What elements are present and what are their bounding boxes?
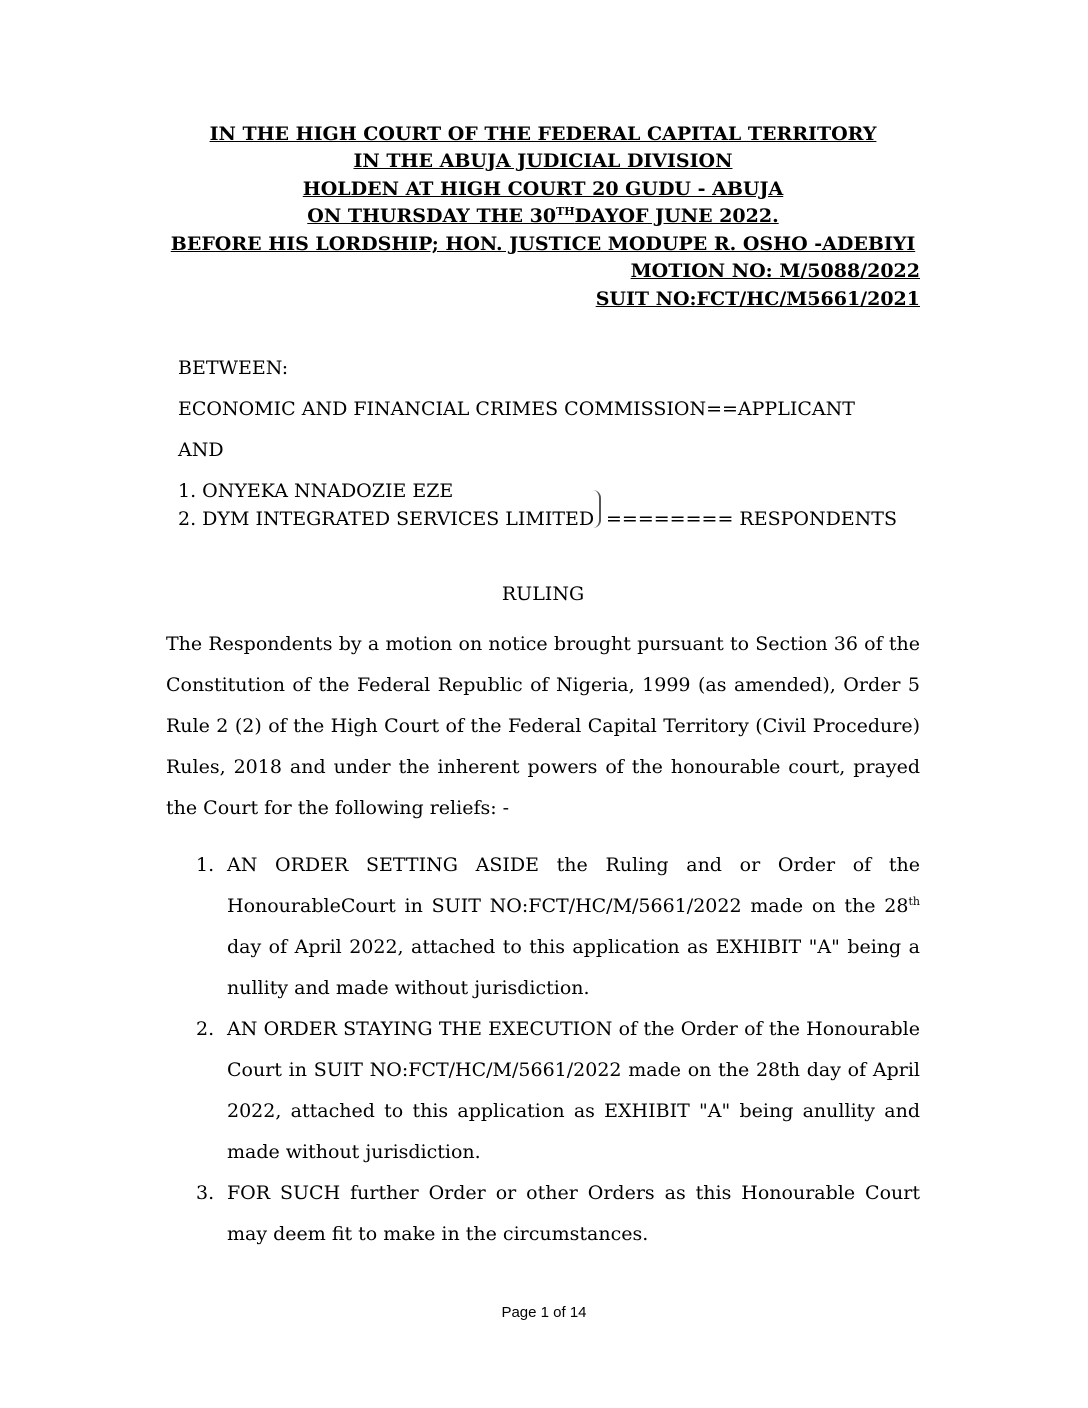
relief-number: 2.	[196, 1018, 215, 1040]
court-location: HOLDEN AT HIGH COURT 20 GUDU - ABUJA	[302, 178, 784, 200]
relief-number: 1.	[196, 854, 215, 876]
relief-item: 2. AN ORDER STAYING THE EXECUTION of the Order of the Honourable Court in SUIT NO:FCT/HC/M/5661/2022 made on the 28th day of April 2022, attached to this application as EXHIBIT "A" being anullity and made without jurisdiction.	[166, 1009, 920, 1173]
judicial-division: IN THE ABUJA JUDICIAL DIVISION	[353, 150, 733, 172]
respondent-1: 1. ONYEKA NNADOZIE EZE	[178, 480, 454, 502]
respondent-2: 2. DYM INTEGRATED SERVICES LIMITED	[178, 508, 595, 530]
ruling-heading: RULING	[501, 583, 585, 605]
relief-item: 3. FOR SUCH further Order or other Orders as this Honourable Court may deem fit to make in the circumstances.	[166, 1173, 920, 1255]
hearing-date: ON THURSDAY THE 30THDAYOF JUNE 2022.	[307, 205, 779, 227]
relief-item: 1. AN ORDER SETTING ASIDE the Ruling and or Order of the HonourableCourt in SUIT NO:FCT/HC/M/5661/2022 made on the 28th day of April 2022, attached to this application as EXHIBIT "A" being a nullity and made without jurisdiction.	[166, 845, 920, 1009]
between-label: BETWEEN:	[178, 357, 289, 379]
motion-number: MOTION NO: M/5088/2022	[630, 260, 920, 282]
ruling-intro-paragraph: The Respondents by a motion on notice brought pursuant to Section 36 of the Constitution of the Federal Republic of Nigeria, 1999 (as amended), Order 5 Rule 2 (2) of the High Court of the Federal Capital Territory (Civil Procedure) Rules, 2018 and under the inherent powers of the honourable court, prayed the Court for the following reliefs: -	[166, 633, 920, 819]
respondents-bracket	[593, 490, 601, 528]
relief-number: 3.	[196, 1182, 215, 1204]
respondents-label: ======== RESPONDENTS	[606, 508, 897, 530]
applicant-line: ECONOMIC AND FINANCIAL CRIMES COMMISSION==APPLICANT	[178, 398, 855, 420]
and-label: AND	[178, 439, 224, 461]
presiding-judge: BEFORE HIS LORDSHIP; HON. JUSTICE MODUPE R. OSHO -ADEBIYI	[170, 233, 916, 255]
page-number: Page 1 of 14	[501, 1304, 587, 1321]
court-title: IN THE HIGH COURT OF THE FEDERAL CAPITAL TERRITORY	[209, 123, 877, 145]
suit-number: SUIT NO:FCT/HC/M5661/2021	[595, 288, 920, 310]
reliefs-list	[166, 845, 920, 1255]
